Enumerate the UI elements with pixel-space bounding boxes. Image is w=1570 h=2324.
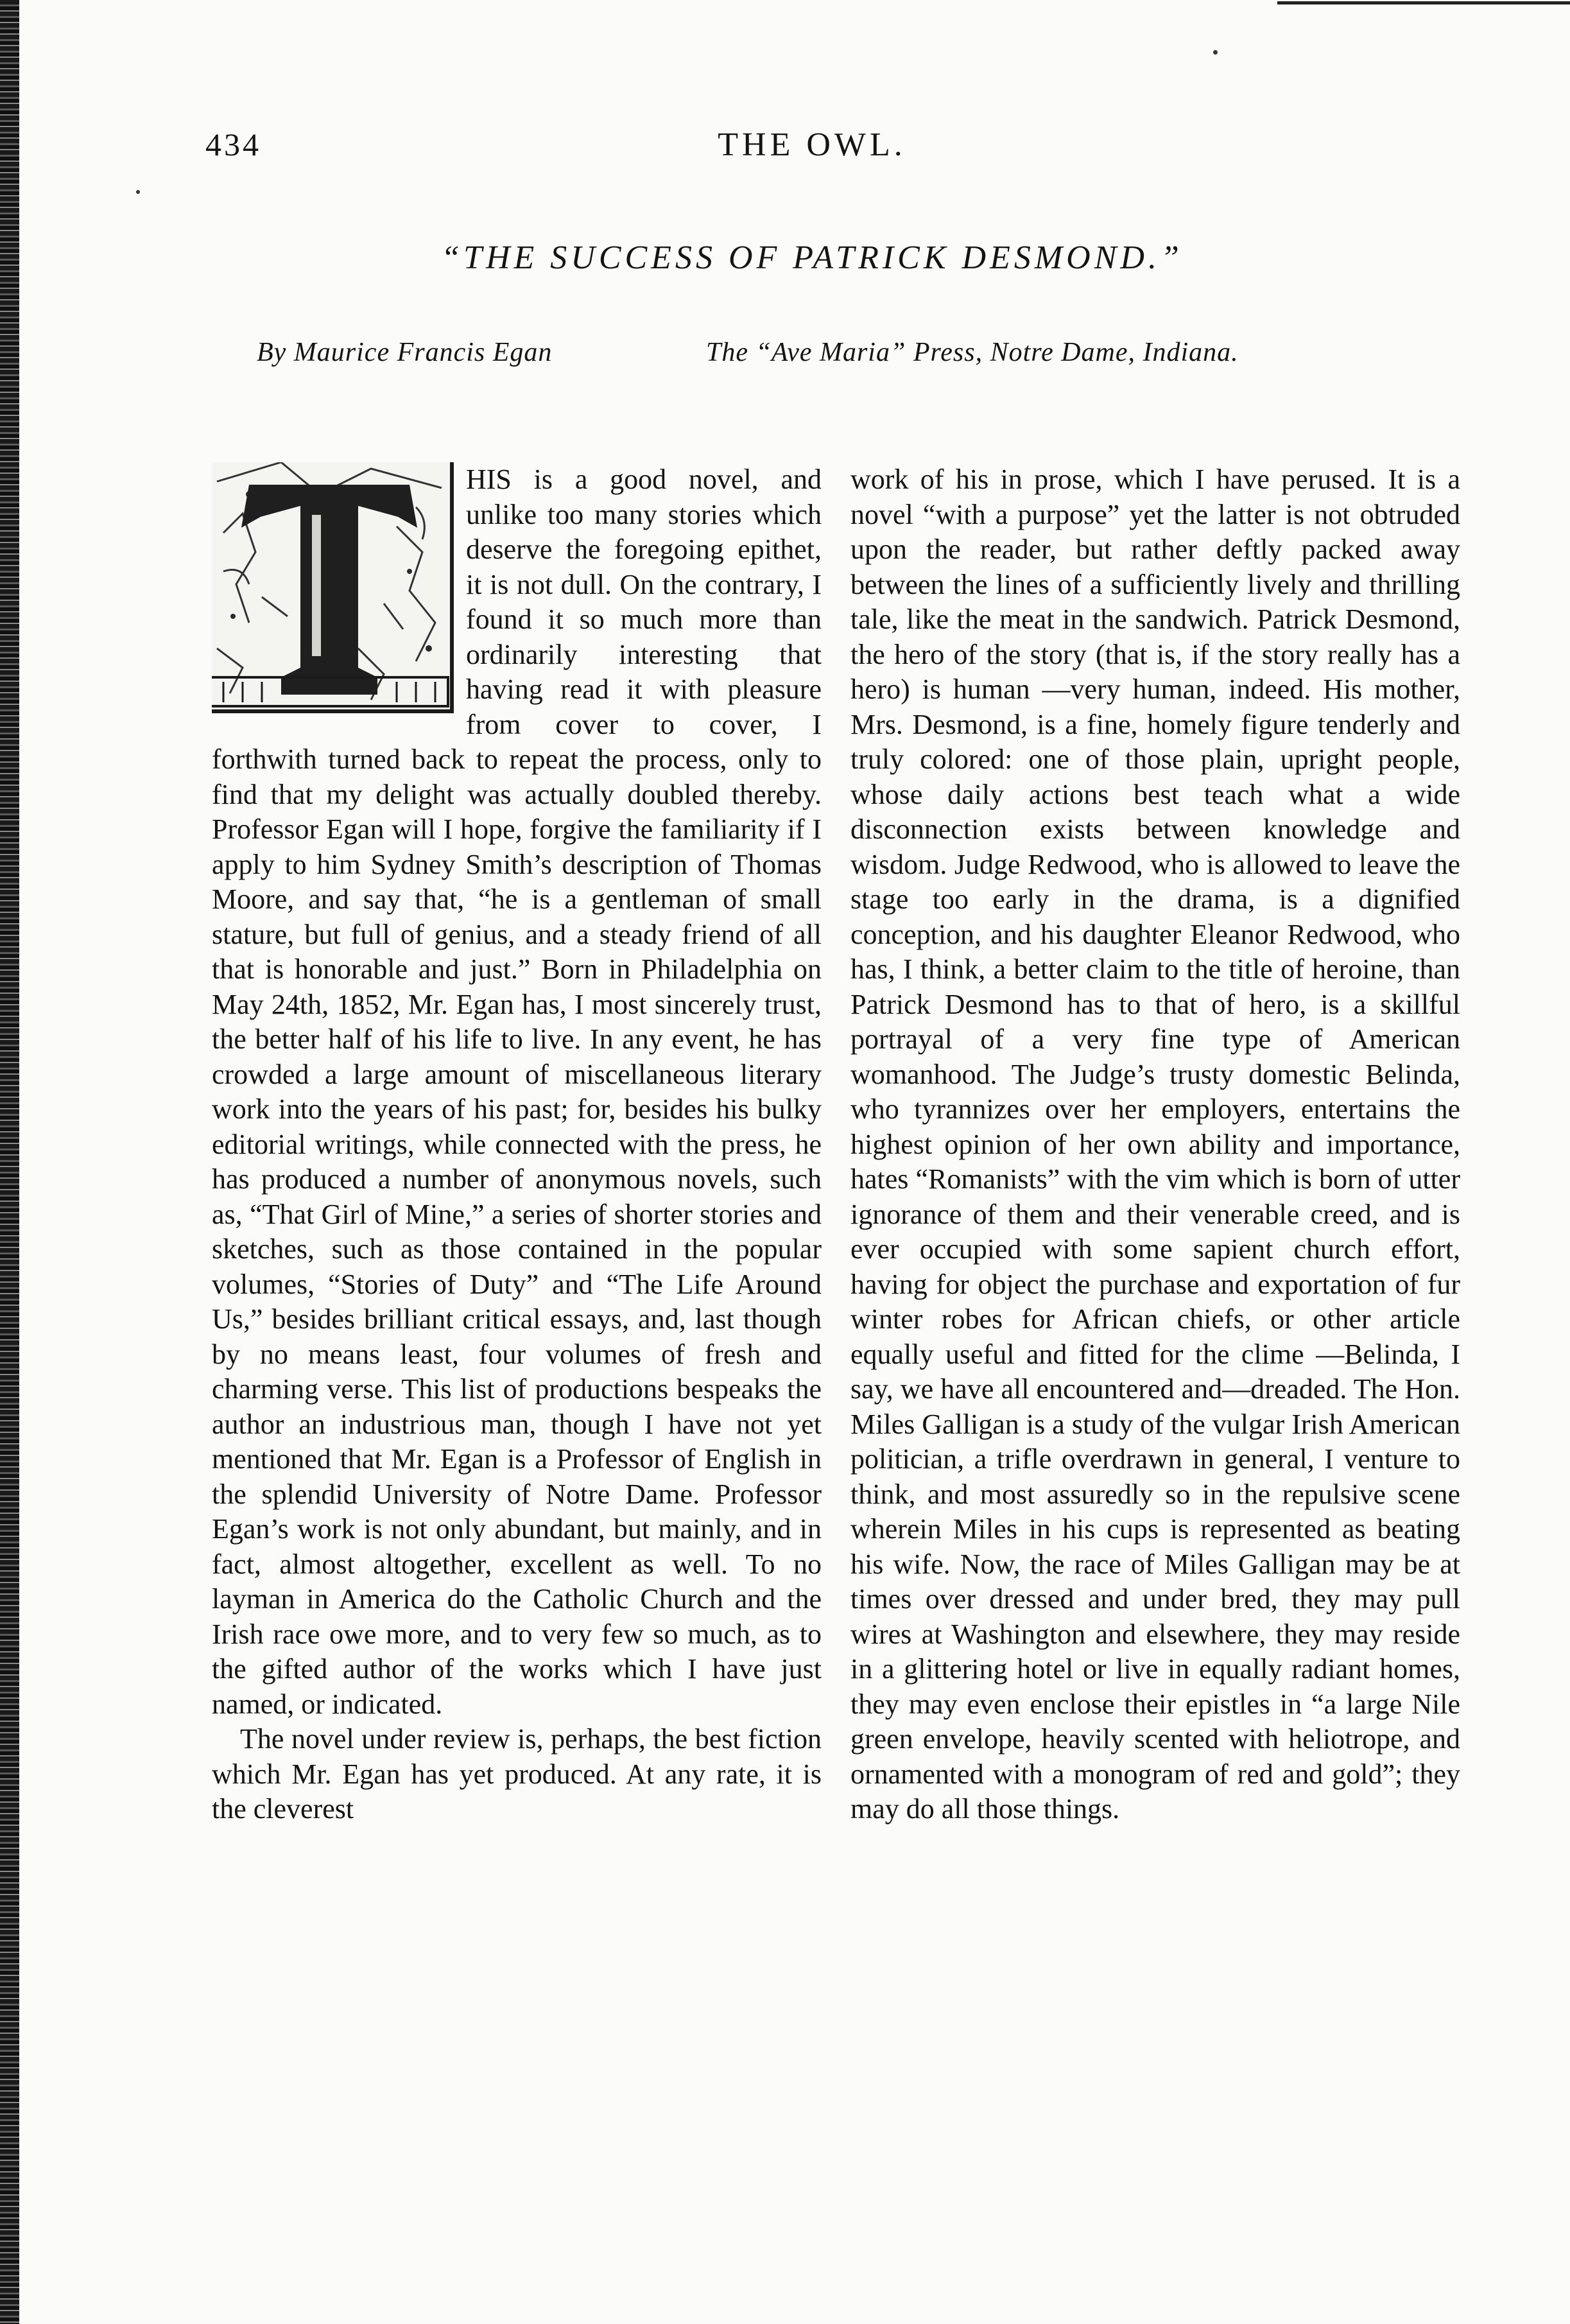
paragraph-continued: work of his in prose, which I have perused. It is a novel “with a purpose” yet the latter is not obtruded upon the reader, but rather deftly packed away between the lines of a sufficiently lively and thrilling tale, like the meat in the sandwich. Patrick Desmond, the hero of the story (that is, if the story really has a hero) is human —very human, indeed. His mother, Mrs. Desmond, is a fine, homely figure tenderly and truly colored: one of those plain, upright people, whose daily actions best teach what a wide disconnection exists between knowledge and wisdom. Judge Redwood, who is allowed to leave the stage too early in the drama, is a dignified conception, and his daughter Eleanor Redwood, who has, I think, a better claim to the title of heroine, than Patrick Desmond has to that of hero, is a skillful portrayal of a very fine type of American womanhood. The Judge’s trusty domestic Belinda, who tyrannizes over her employers, entertains the highest opinion of her own ability and importance, hates “Romanists” with the vim which is born of utter ignorance of them and their venerable creed, and is ever occupied with some sapient church effort, having for object the purchase and exportation of fur winter robes for African chiefs, or other article equally useful and fitted for the clime —Belinda, I say, we have all encountered and—dreaded. The Hon. Miles Galligan is a study of the vulgar Irish American politician, a trifle overdrawn in general, I venture to think, and most assuredly so in the repulsive scene wherein Miles in his cups is represented as beating his wife. Now, the race of Miles Galligan may be at times over dressed and under bred, they may pull wires at Washington and elsewhere, they may reside in a glittering hotel or live in equally radiant homes, they may even enclose their epistles in “a large Nile green envelope, heavily scented with heliotrope, and ornamented with a monogram of red and gold”; they may do all those things. bbox=[850, 464, 1460, 1825]
paragraph-1: HIS is a good novel, and unlike too many stories which deserve the foregoing epithet, it is not dull. On the contrary, I found it so much more than ordinarily interesting that having read it with pleasure from cover to cover, I forthwith turned back to repeat the process, only to find that my delight was actually doubled thereby. Professor Egan will I hope, forgive the familiarity if I apply to him Sydney Smith’s description of Thomas Moore, and say that, “he is a gentleman of small stature, but full of genius, and a steady friend of all that is honorable and just.” Born in Philadelphia on May 24th, 1852, Mr. Egan has, I most sincerely trust, the better half of his life to live. In any event, he has crowded a large amount of miscellaneous literary work into the years of his past; for, besides his bulky editorial writings, while connected with the press, he has produced a number of anonymous novels, such as, “That Girl of Mine,” a series of shorter stories and sketches, such as those contained in the popular volumes, “Stories of Duty” and “The Life Around Us,” besides brilliant critical essays, and, last though by no means least, four volumes of fresh and charming verse. This list of productions bespeaks the author an industrious man, though I have not yet mentioned that Mr. Egan is a Professor of English in the splendid University of Notre Dame. Professor Egan’s work is not only abundant, but mainly, and in fact, almost altogether, excellent as well. To no layman in America do the Catholic Church and the Irish race owe more, and to very few so much, as to the gifted author of the works which I have just named, or indicated. bbox=[212, 464, 822, 1720]
ink-speck bbox=[1213, 50, 1218, 55]
running-title: THE OWL. bbox=[718, 126, 906, 163]
text-column-left bbox=[212, 462, 822, 2285]
ink-speck bbox=[136, 190, 140, 194]
page-header bbox=[186, 126, 1438, 171]
paragraph-2: The novel under review is, perhaps, the best fiction which Mr. Egan has yet produced. At any rate, it is the cleverest bbox=[212, 1723, 822, 1825]
author: By Maurice Francis Egan bbox=[257, 338, 553, 367]
text-column-right bbox=[850, 462, 1460, 2285]
article-title: “THE SUCCESS OF PATRICK DESMOND.” bbox=[441, 239, 1183, 276]
byline bbox=[212, 337, 1419, 376]
page-number: 434 bbox=[205, 126, 261, 162]
top-rule bbox=[1277, 1, 1570, 4]
drop-cap-illustration bbox=[212, 462, 454, 714]
page-binding-edge bbox=[0, 0, 19, 2324]
drop-cap-ornament-icon bbox=[212, 462, 454, 714]
publisher: The “Ave Maria” Press, Notre Dame, Indiana. bbox=[706, 338, 1239, 367]
